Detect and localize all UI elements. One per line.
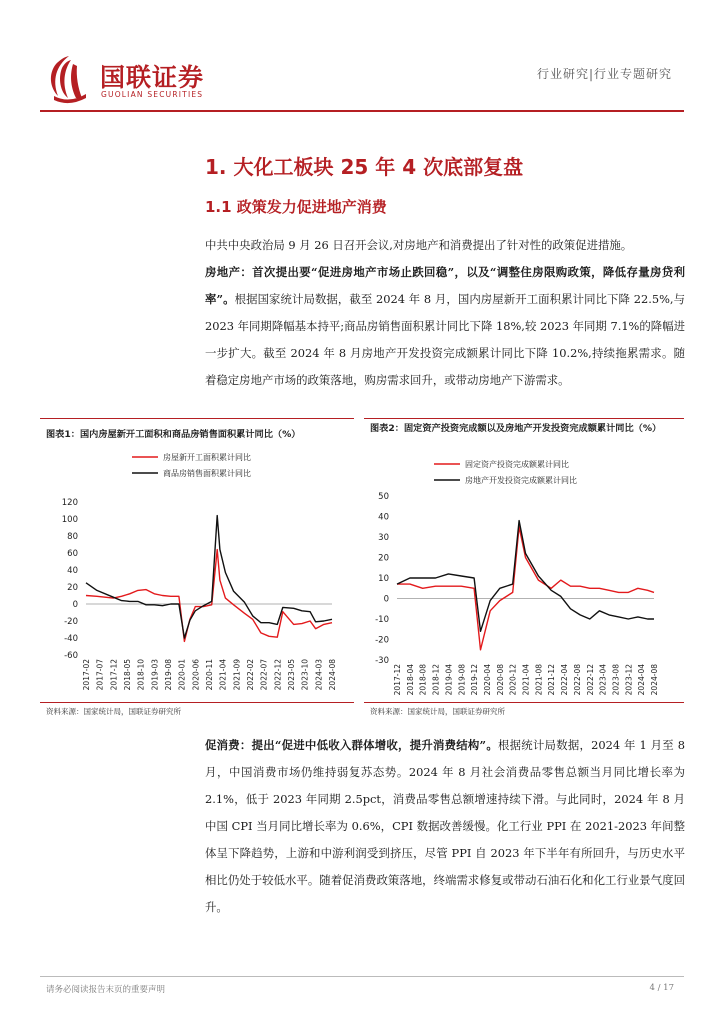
chart1-ytick-label: -20: [64, 617, 78, 627]
chart2-ytick-label: 0: [383, 594, 389, 605]
footer-divider: [40, 976, 684, 977]
consumption-paragraph: [205, 732, 685, 921]
realestate-body: 根据国家统计局数据，截至 2024 年 8 月，国内房屋新开工面积累计同比下降 22.5%,与 2023 年同期降幅基本持平;商品房销售面积累计同比下降 18%,较 2023 年同期 7.1%的降幅进一步扩大。截至 2024 年 8 月房地产开发投资完成额累计同比下降 10.2%,持续拖累需求。随着稳定房地产市场的政策落地，购房需求回升，或带动房地产下游需求。: [205, 292, 685, 387]
chart2-xtick-label: 2018-04: [405, 664, 415, 696]
chart1-xtick-label: 2024-08: [328, 659, 337, 691]
chart2-ytick-label: 10: [378, 574, 389, 584]
chart2-xtick-label: 2019-12: [470, 664, 480, 696]
chart2-ytick-label: -20: [375, 635, 389, 646]
chart1-xtick-label: 2022-02: [246, 659, 255, 691]
brand-name-en: GUOLIAN SECURITIES: [101, 90, 204, 99]
chart1-xtick-label: 2017-02: [82, 659, 91, 691]
chart2-xtick-label: 2020-12: [508, 664, 518, 696]
chart1-ytick-label: 60: [67, 549, 78, 559]
chart1-xtick-label: 2023-05: [287, 659, 296, 691]
figure1-top-rule: [40, 418, 354, 419]
report-category: 行业研究|行业专题研究: [536, 67, 672, 81]
realestate-paragraph: [205, 259, 685, 394]
chart1-series-line-1: [86, 550, 332, 642]
chart1-ytick-label: 100: [61, 515, 78, 525]
figure2-top-rule: [364, 418, 684, 419]
chart1-xtick-label: 2022-12: [273, 659, 283, 691]
header-divider: [40, 110, 684, 112]
chart1-xtick-label: 2019-03: [150, 659, 160, 691]
realestate-lead: 房地产：首次提出要“促进房地产市场止跌回稳”，以及“调整住房限购政策，降低存量房贷利率”。: [205, 265, 685, 306]
chart2-ytick-label: -30: [375, 656, 389, 666]
chart1-legend-label-2: 商品房销售面积累计同比: [163, 469, 251, 478]
brand-name-cn: 国联证券: [100, 63, 205, 92]
chart1-series-line-2: [86, 516, 332, 638]
chart1-ytick-label: 80: [67, 532, 78, 542]
subsection-title: 1.1 政策发力促进地产消费: [205, 198, 387, 216]
chart2-xtick-label: 2020-08: [495, 664, 505, 696]
chart2-ytick-label: 50: [378, 492, 389, 502]
chart2-ytick-label: 30: [378, 533, 389, 543]
chart1-xtick-label: 2020-01: [177, 659, 187, 691]
chart1-xtick-label: 2018-10: [136, 659, 146, 691]
chart2-xtick-label: 2021-12: [547, 664, 557, 696]
chart1-xtick-label: 2017-12: [109, 659, 119, 691]
chart2-series-line-1: [397, 527, 654, 650]
chart1-xtick-label: 2023-10: [300, 659, 310, 691]
figure1-chart: [40, 445, 354, 700]
chart1-ytick-label: -60: [64, 651, 78, 661]
chart2-xtick-label: 2021-08: [534, 664, 544, 696]
chart2-legend-label-1: 固定资产投资完成额累计同比: [465, 460, 569, 469]
brand-logo: [44, 52, 94, 104]
brand-emblem-icon: [44, 52, 94, 104]
chart2-xtick-label: 2023-08: [611, 664, 621, 696]
chart1-ytick-label: 0: [72, 600, 78, 610]
chart1-ytick-label: -40: [64, 634, 78, 644]
figure1-source: 资料来源：国家统计局，国联证券研究所: [46, 707, 181, 716]
chart1-xtick-label: 2021-04: [218, 659, 228, 691]
chart2-xtick-label: 2022-08: [572, 664, 582, 696]
figure2-title: 图表2：固定资产投资完成额以及房地产开发投资完成额累计同比（%）: [370, 423, 662, 434]
chart1-xtick-label: 2022-07: [259, 659, 269, 691]
chart1-xtick-label: 2020-11: [205, 659, 214, 691]
chart2-xtick-label: 2024-08: [650, 664, 659, 696]
figure2-chart: [364, 452, 684, 700]
footer-disclaimer: 请务必阅读报告末页的重要声明: [46, 985, 166, 995]
chart2-ytick-label: -10: [375, 615, 389, 625]
chart1-ytick-label: 120: [61, 498, 78, 508]
figure2-source: 资料来源：国家统计局，国联证券研究所: [370, 707, 505, 716]
chart2-xtick-label: 2022-12: [585, 664, 595, 696]
chart1-xtick-label: 2017-07: [95, 659, 105, 691]
figure2-bottom-rule: [364, 702, 684, 703]
chart2-legend-label-2: 房地产开发投资完成额累计同比: [465, 476, 577, 485]
chart2-xtick-label: 2017-12: [393, 664, 402, 696]
chart1-xtick-label: 2019-08: [164, 659, 173, 691]
figure1-title: 图表1：国内房屋新开工面积和商品房销售面积累计同比（%）: [46, 429, 301, 440]
intro-paragraph: 中共中央政治局 9 月 26 日召开会议,对房地产和消费提出了针对性的政策促进措施。: [205, 238, 633, 252]
chart2-series-line-2: [397, 521, 654, 632]
chart2-xtick-label: 2018-12: [431, 664, 441, 696]
chart1-xtick-label: 2021-09: [232, 659, 242, 691]
chart2-xtick-label: 2023-04: [598, 664, 608, 696]
chart2-xtick-label: 2022-04: [560, 664, 570, 696]
chart2-xtick-label: 2018-08: [418, 664, 428, 696]
chart2-ytick-label: 20: [378, 553, 389, 564]
chart2-xtick-label: 2020-04: [482, 664, 492, 696]
consumption-body: 根据统计局数据，2024 年 1 月至 8 月，中国消费市场仍维持弱复苏态势。2024 年 8 月社会消费品零售总额当月同比增长率为 2.1%，低于 2023 年同期 2.5pct，消费品零售总额增速持续下滑。与此同时，2024 年 8 月中国 CPI 当月同比增长率为 0.6%，CPI 数据改善缓慢。化工行业 PPI 在 2021-2023 年间整体呈下降趋势，上游和中游利润受到挤压，尽管 PPI 自 2023 年下半年有所回升，与历史水平相比仍处于较低水平。随着促消费政策落地，终端需求修复或带动石油石化和化工行业景气度回升。: [205, 738, 685, 914]
chart2-xtick-label: 2019-08: [457, 664, 467, 696]
figure1-bottom-rule: [40, 702, 354, 703]
chart1-xtick-label: 2024-03: [314, 659, 324, 691]
consumption-lead: 促消费：提出“促进中低收入群体增收，提升消费结构”。: [205, 738, 498, 752]
chart2-ytick-label: 40: [378, 512, 389, 523]
chart2-xtick-label: 2024-04: [637, 664, 647, 696]
page-number: 4 / 17: [649, 983, 674, 993]
chart1-ytick-label: 40: [67, 566, 78, 576]
chart1-xtick-label: 2018-05: [123, 659, 132, 691]
section-title: 1. 大化工板块 25 年 4 次底部复盘: [205, 155, 524, 179]
chart2-xtick-label: 2019-04: [444, 664, 454, 696]
chart1-legend-label-1: 房屋新开工面积累计同比: [163, 453, 251, 462]
chart2-xtick-label: 2023-12: [624, 664, 634, 696]
chart1-xtick-label: 2020-06: [191, 659, 201, 691]
chart2-xtick-label: 2021-04: [521, 664, 531, 696]
chart1-ytick-label: 20: [67, 583, 78, 593]
